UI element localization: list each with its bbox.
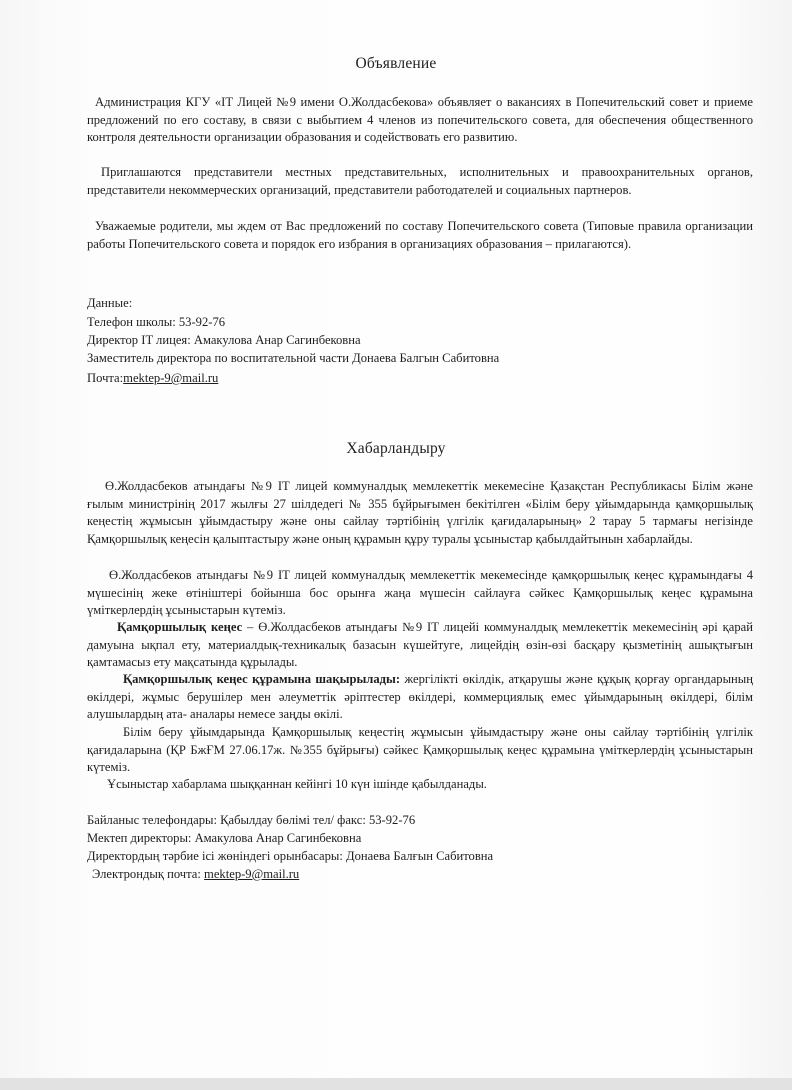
kz-title: Хабарландыру	[346, 440, 446, 457]
ru-deputy-director: Заместитель директора по воспитательной части Донаева Балгын Сабитовна	[87, 351, 500, 365]
kz-p3-bold: Қамқоршылық кеңес	[117, 620, 243, 634]
kz-paragraph-1: Ө.Жолдасбеков атындағы №9 IT лицей коммуналдық мемлекеттік мекемесіне Қазақстан Республикасы Білім және ғылым министрінің 2017 жылғы 27 шілдедегі № 355 бұйрығымен бекітілген «Білім беру ұйымдарында қамқоршылық кеңестің жұмысын ұйымдастыру және оны сайлау тәртібінің үлгілік қағидаларының» 2 тарау 5 тармағы негізінде Қамқоршылық кеңесін қалыптастыру және оның құрамын құру туралы ұсыныстар қабылдайтынын хабарлайды.	[87, 479, 753, 546]
kz-paragraph-6: Ұсыныстар хабарлама шыққаннан кейінгі 10 күн ішінде қабылданады.	[107, 777, 487, 791]
ru-paragraph-2: Приглашаются представители местных представительных, исполнительных и правоохранительных органов, представители некоммерческих организаций, представители работодателей и социальных партнеров.	[87, 165, 753, 197]
kz-mail-label: Электрондық почта:	[92, 867, 205, 881]
kz-paragraph-5: Білім беру ұйымдарында Қамқоршылық кеңестің жұмысын ұйымдастыру және оны сайлау тәртібінің үлгілік қағидаларына (ҚР БжҒМ 27.06.17ж. №355 бұйрығы) сәйкес Қамқоршылық кеңес құрамына үміткерлердің ұсыныстарын күтеміз.	[87, 725, 753, 775]
kz-director: Мектеп директоры: Амакулова Анар Сагинбековна	[87, 831, 362, 845]
kz-paragraph-2: Ө.Жолдасбеков атындағы №9 IT лицей коммуналдық мемлекеттік мекемесінде қамқоршылық кеңес құрамындағы 4 мүшесінің жеке өтініштері бойынша бос орынға жаңа мүшесін сайлауға сәйкес Қамқоршылық кеңес құрамына үміткерлердің ұсыныстарын күтеміз.	[87, 568, 753, 618]
kz-paragraph-3	[87, 619, 753, 672]
kz-mail-line	[92, 866, 299, 884]
ru-school-phone: Телефон школы: 53-92-76	[87, 315, 226, 329]
ru-mail-link[interactable]: mektep-9@mail.ru	[123, 371, 219, 385]
kz-paragraph-4	[87, 671, 753, 724]
kz-deputy-director: Директордың тәрбие ісі жөніндегі орынбасары: Донаева Балғын Сабитовна	[87, 849, 494, 863]
ru-mail-line	[87, 370, 218, 388]
ru-mail-label: Почта:	[87, 371, 124, 385]
kz-p4-bold: Қамқоршылық кеңес құрамына шақырылады:	[123, 672, 401, 686]
bottom-edge	[0, 1078, 792, 1090]
ru-director: Директор IT лицея: Амакулова Анар Сагинбековна	[87, 333, 361, 347]
ru-paragraph-1: Администрация КГУ «IT Лицей №9 имени О.Жолдасбекова» объявляет о вакансиях в Попечительский совет и приеме предложений по его составу, в связи с выбытием 4 членов из попечительского совета, для обеспечения общественного контроля деятельности организации образования и содействовать его развитию.	[87, 95, 753, 145]
kz-mail-link[interactable]: mektep-9@mail.ru	[204, 867, 300, 881]
ru-paragraph-3: Уважаемые родители, мы ждем от Вас предложений по составу Попечительского совета (Типовые правила организации работы Попечительского совета и порядок его избрания в организациях образования – прилагаются).	[87, 219, 753, 251]
kz-p3-rest: – Ө.Жолдасбеков атындағы №9 IT лицейі коммуналдық мемлекеттік мекемесінің әрі қарай дамуына ықпал ету, материалдық-техникалық базасын күшейтуге, лицейдің өзін-өзі басқару қызметінің ашықтығын қамтамасыз ету мақсатында құрылады.	[87, 620, 753, 670]
kz-p4-rest: жергілікті өкілдік, атқарушы және құқық қорғау органдарының өкілдері, жұмыс берушілер мен әлеуметтік әріптестер өкілдері, коммерциялық емес ұйымдарының өкілдері, білім алушылардың ата- аналары немесе заңды өкілі.	[87, 672, 753, 722]
kz-contact-phones: Байланыс телефондары: Қабылдау бөлімі тел/ факс: 53-92-76	[87, 813, 416, 827]
ru-data-label: Данные:	[87, 296, 133, 310]
ru-title: Объявление	[355, 55, 437, 72]
